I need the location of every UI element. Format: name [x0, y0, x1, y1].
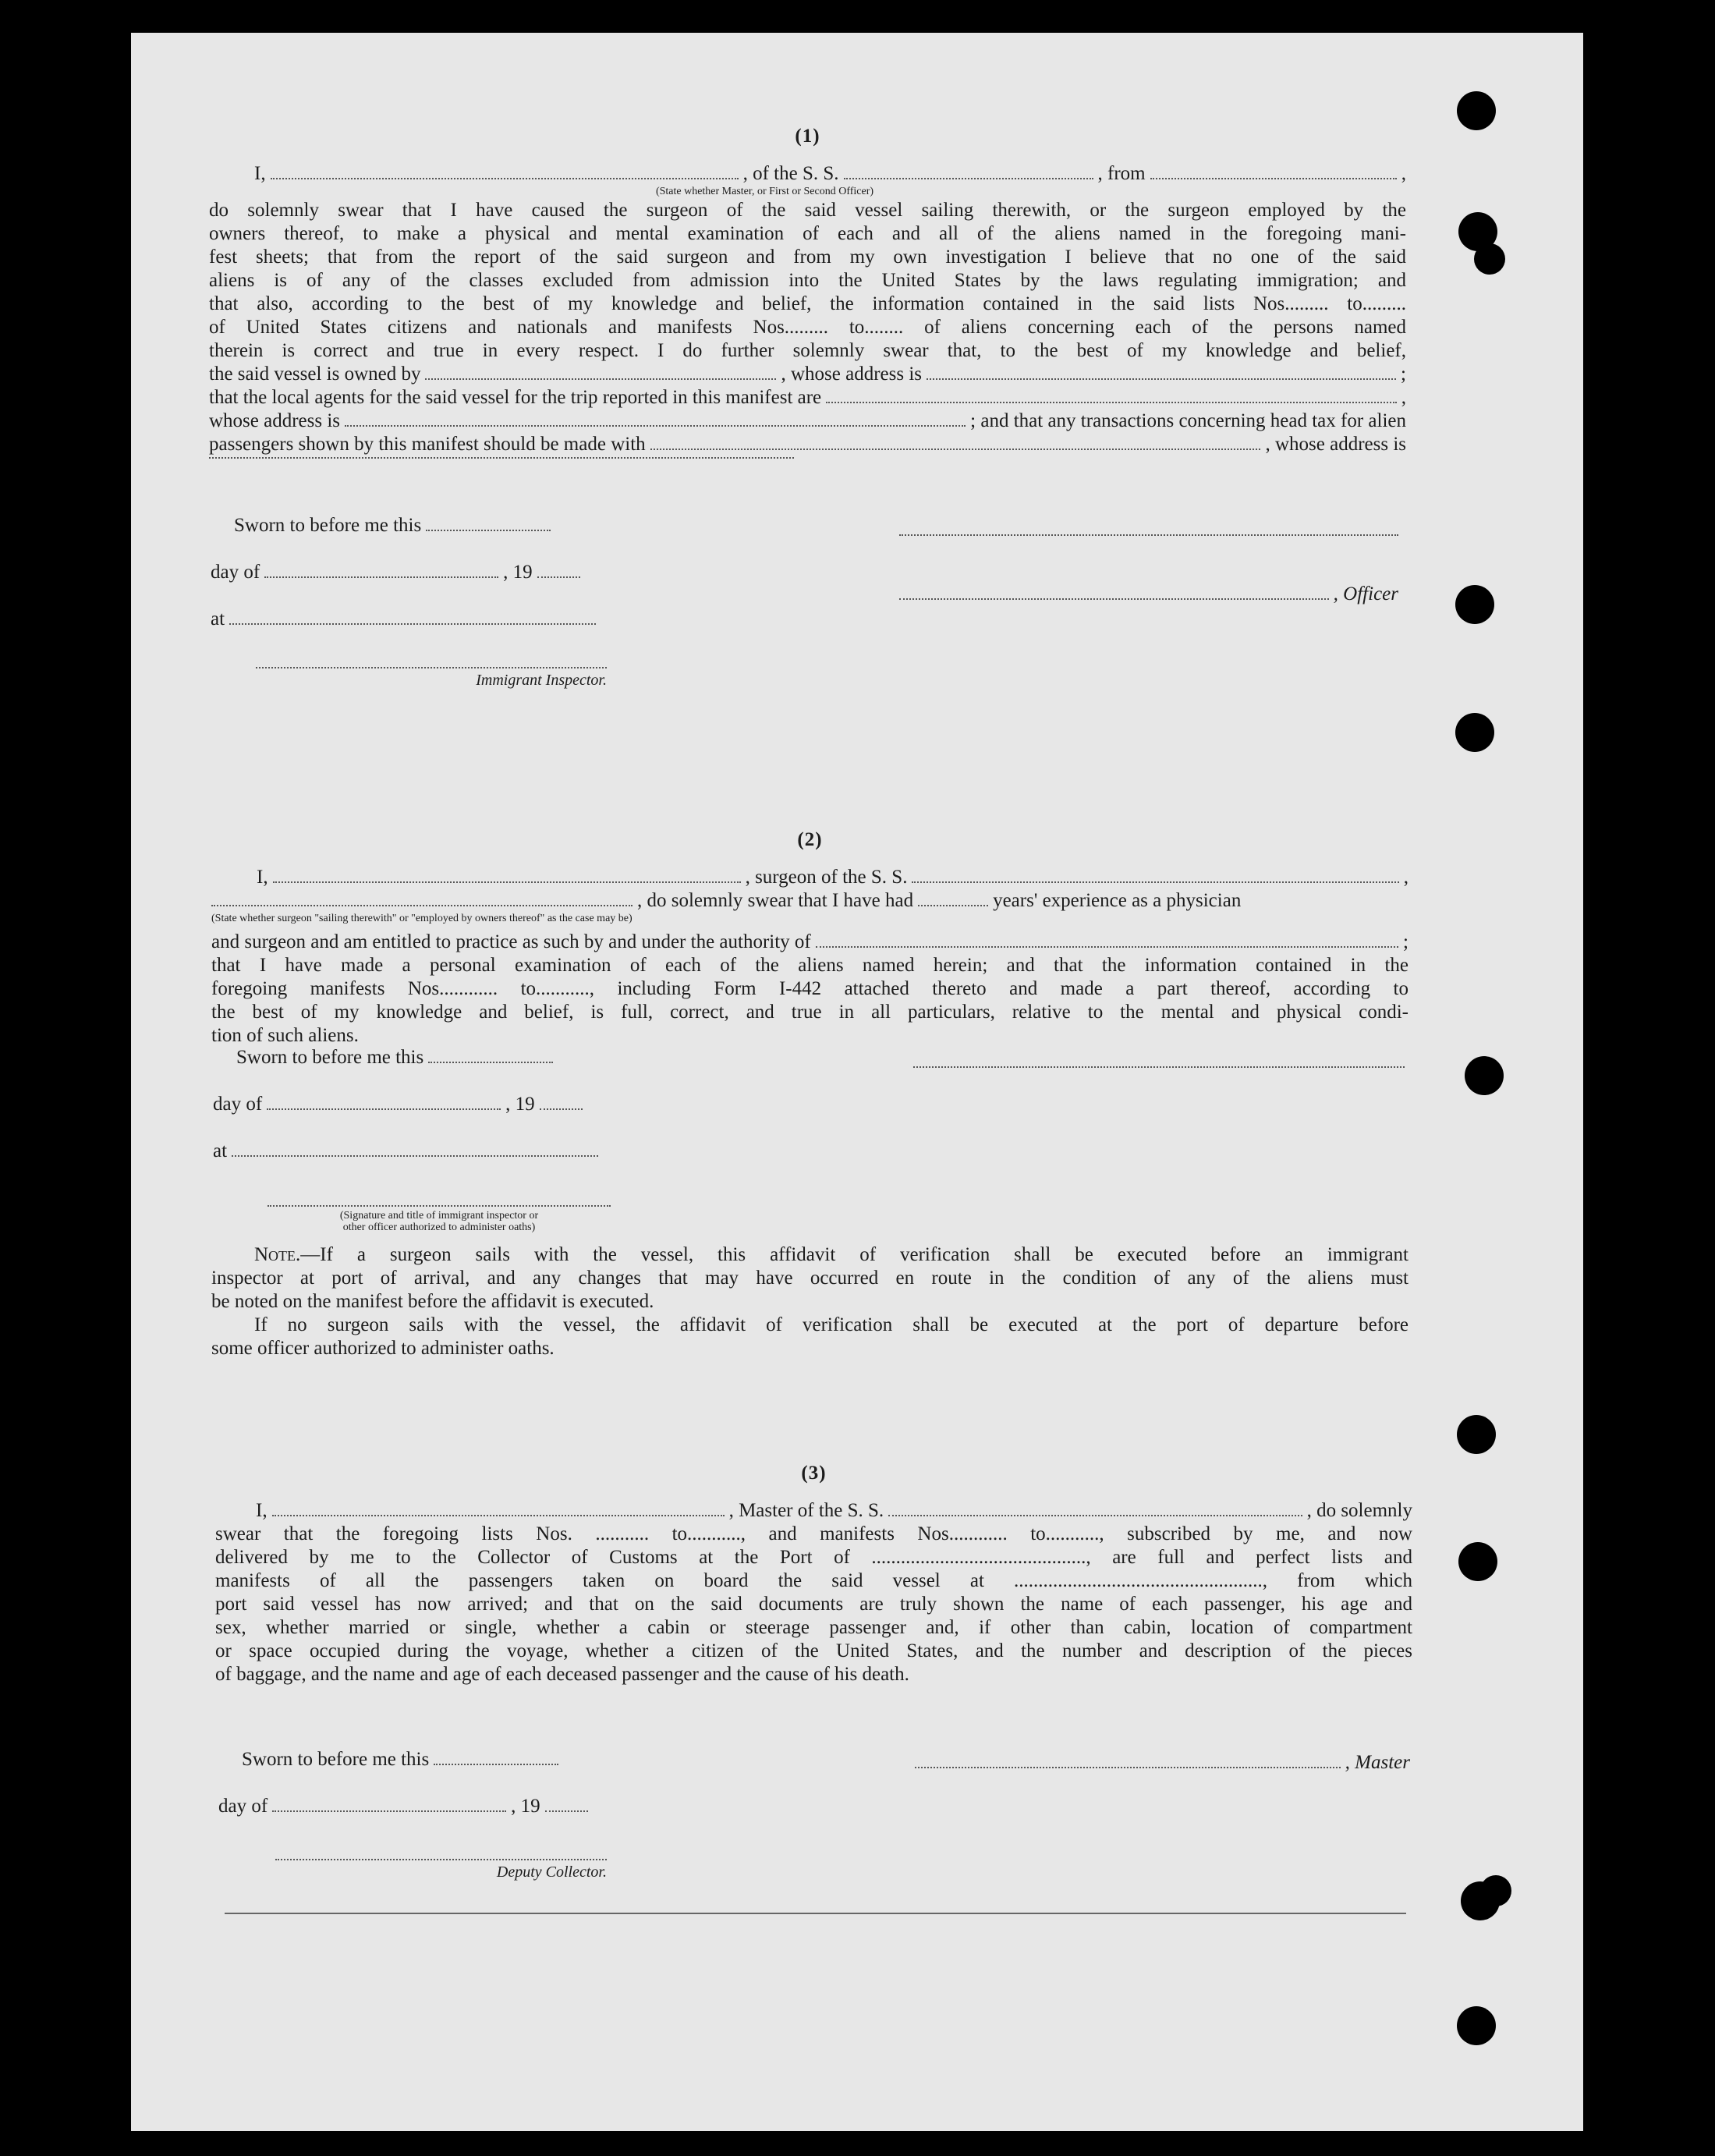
place-field[interactable]	[232, 1154, 598, 1157]
owner-line: the said vessel is owned by , whose address is ;	[209, 363, 1406, 385]
month-field[interactable]	[264, 576, 498, 578]
punch-hole	[1455, 585, 1494, 624]
inspector-signature-line[interactable]	[268, 1204, 611, 1207]
month-field[interactable]	[272, 1810, 506, 1812]
punch-hole	[1474, 243, 1505, 275]
declarant-field[interactable]	[271, 177, 739, 179]
owner-address-field[interactable]	[927, 378, 1396, 380]
vessel-name-field[interactable]	[912, 881, 1398, 883]
vessel-name-field[interactable]	[844, 177, 1093, 179]
surgeon-status-field[interactable]	[211, 904, 632, 906]
at-line: at	[211, 608, 601, 630]
officer-signature-field[interactable]	[899, 598, 1329, 600]
punch-hole	[1465, 1056, 1504, 1095]
master-signature-field[interactable]	[915, 1766, 1341, 1768]
sworn-day-field[interactable]	[426, 529, 551, 531]
surgeon-line: I, , surgeon of the S. S. ,	[257, 867, 1408, 888]
at-line: at	[213, 1140, 603, 1162]
declarant-line: I, , of the S. S. , from ,	[254, 163, 1406, 184]
section-number: (2)	[797, 829, 823, 850]
note-block: Note.—If a surgeon sails with the vessel, this affidavit of verification shall be executed before an immigrant inspector at port of arrival, and any changes that may have occurred en route in the condition of any of the aliens must be noted on the manifest before the affidavit is executed. If no surgeon sails with the vessel, the affidavit of verification shall be executed at the port of departure before some officer authorized to administer oaths.	[211, 1244, 1408, 1359]
head-tax-field[interactable]	[650, 448, 1261, 450]
sworn-day-field[interactable]	[428, 1061, 553, 1063]
section-number: (1)	[795, 126, 820, 147]
month-field[interactable]	[267, 1108, 501, 1110]
sworn-line: Sworn to before me this	[242, 1749, 563, 1771]
sworn-line: Sworn to before me this	[236, 1047, 558, 1069]
collector-signature: Deputy Collector.	[275, 1858, 607, 1881]
declarant-signature-line[interactable]	[899, 534, 1398, 536]
owner-field[interactable]	[425, 378, 776, 380]
punch-hole	[1457, 1415, 1496, 1454]
day-line: day of , 19	[213, 1094, 587, 1115]
punch-hole	[1458, 1542, 1497, 1581]
affidavit-section-2: (2) I, , surgeon of the S. S. , , do solemnly swear that I have had years' experience as a physician (State whether surgeon "sailing therewith" or "employed by owners thereof" as the case may be) and surgeon and am entitled to practice as such by and under the authority of ; that I have made a personal examination of each of the aliens named herein; and that the information contained in the foregoing manifests Nos............ to..........., including Form I-442 attached thereto and made a part thereof, according to the best of my knowledge and belief, is full, correct, and true in all particulars, relative to the mental and physical condi- tion of such aliens.	[211, 829, 1408, 1046]
day-line: day of , 19	[218, 1796, 593, 1817]
inspector-signature: (Signature and title of immigrant inspector or other officer authorized to administer oaths)	[268, 1204, 611, 1233]
head-tax-line: passengers shown by this manifest should be made with , whose address is	[209, 434, 1406, 455]
master-name-field[interactable]	[272, 1514, 725, 1516]
punch-hole	[1457, 2006, 1496, 2045]
surgeon-name-field[interactable]	[273, 881, 741, 883]
collector-signature-line[interactable]	[275, 1858, 607, 1860]
surgeon-signature-line[interactable]	[913, 1066, 1405, 1068]
officer-line: , Officer	[899, 583, 1398, 605]
sworn-line: Sworn to before me this	[234, 515, 555, 537]
experience-line: , do solemnly swear that I have had years' experience as a physician	[211, 889, 1408, 913]
punch-hole	[1480, 1875, 1511, 1906]
port-from-field[interactable]	[1150, 177, 1397, 179]
agents-address-field[interactable]	[345, 424, 966, 427]
oath-paragraph: do solemnly swear that I have caused the surgeon of the said vessel sailing therewith, or the surgeon employed by the owners thereof, to make a physical and mental examination of each and all of the aliens named in the foregoing mani- fest sheets; that from the report of the said surgeon and from my own investigation I believe that no one of the said aliens is of any of the classes excluded from admission into the United States by the laws regulating immigration; and that also, according to the best of my knowledge and belief, the information contained in the said lists Nos......... to......... of United States citizens and nationals and manifests Nos......... to........ of aliens concerning each of the persons named therein is correct and true in every respect. I do further solemnly swear that, to the best of my knowledge and belief, the said vessel is owned by , whose address is ; that the local agents for the said vessel for the trip reported in this manifest are , whose address is ; and that any transactions concerning head tax for alien passengers shown by this manifest should be made with , whose address is	[209, 199, 1406, 459]
year-field[interactable]	[545, 1810, 588, 1812]
affidavit-section-1	[209, 125, 1406, 459]
section-number: (3)	[801, 1463, 827, 1484]
field-caption: (State whether surgeon "sailing therewith" or "employed by owners thereof" as the case may be)	[211, 913, 632, 924]
authority-line: and surgeon and am entitled to practice as such by and under the authority of ;	[211, 931, 1408, 952]
place-field[interactable]	[229, 622, 596, 625]
years-field[interactable]	[918, 904, 988, 906]
head-tax-address-field[interactable]	[209, 456, 794, 459]
bottom-rule	[225, 1913, 1406, 1914]
master-signature-line: , Master	[915, 1752, 1410, 1774]
document-page	[131, 33, 1583, 2131]
master-line: I, , Master of the S. S. , do solemnly	[256, 1500, 1412, 1521]
year-field[interactable]	[540, 1108, 583, 1110]
authority-field[interactable]	[816, 945, 1398, 948]
year-field[interactable]	[537, 576, 580, 578]
note-label: Note.	[254, 1244, 301, 1265]
agents-line: that the local agents for the said vessel for the trip reported in this manifest are ,	[209, 387, 1406, 408]
agents-field[interactable]	[826, 401, 1397, 403]
vessel-name-field[interactable]	[888, 1514, 1302, 1516]
punch-hole	[1455, 713, 1494, 752]
sworn-day-field[interactable]	[434, 1763, 558, 1765]
inspector-signature: Immigrant Inspector.	[256, 666, 607, 690]
affidavit-section-3: (3) I, , Master of the S. S. , do solemnly swear that the foregoing lists Nos. ........... to..........., and manifests Nos............ to..........., subscribed by me, and now delivered by me to the Collector of Customs at the Port of ............................................, are full and perfect lists and manifests of all the passengers taken on board the said vessel at ..................................................., from which port said vessel has now arrived; and that on the said documents are truly shown the name of each passenger, his age and sex, whether married or single, whether a cabin or steerage passenger and, if other than cabin, location of compartment or space occupied during the voyage, whether a citizen of the United States, and the number and description of the pieces of baggage, and the name and age of each deceased passenger and the cause of his death.	[215, 1463, 1412, 1685]
field-caption: (State whether Master, or First or Second Officer)	[655, 186, 874, 197]
day-line: day of , 19	[211, 562, 585, 583]
punch-hole	[1457, 91, 1496, 130]
agents-address-line: whose address is ; and that any transactions concerning head tax for alien	[209, 410, 1406, 431]
head-tax-address-line	[209, 456, 1406, 459]
inspector-signature-line[interactable]	[256, 666, 607, 668]
